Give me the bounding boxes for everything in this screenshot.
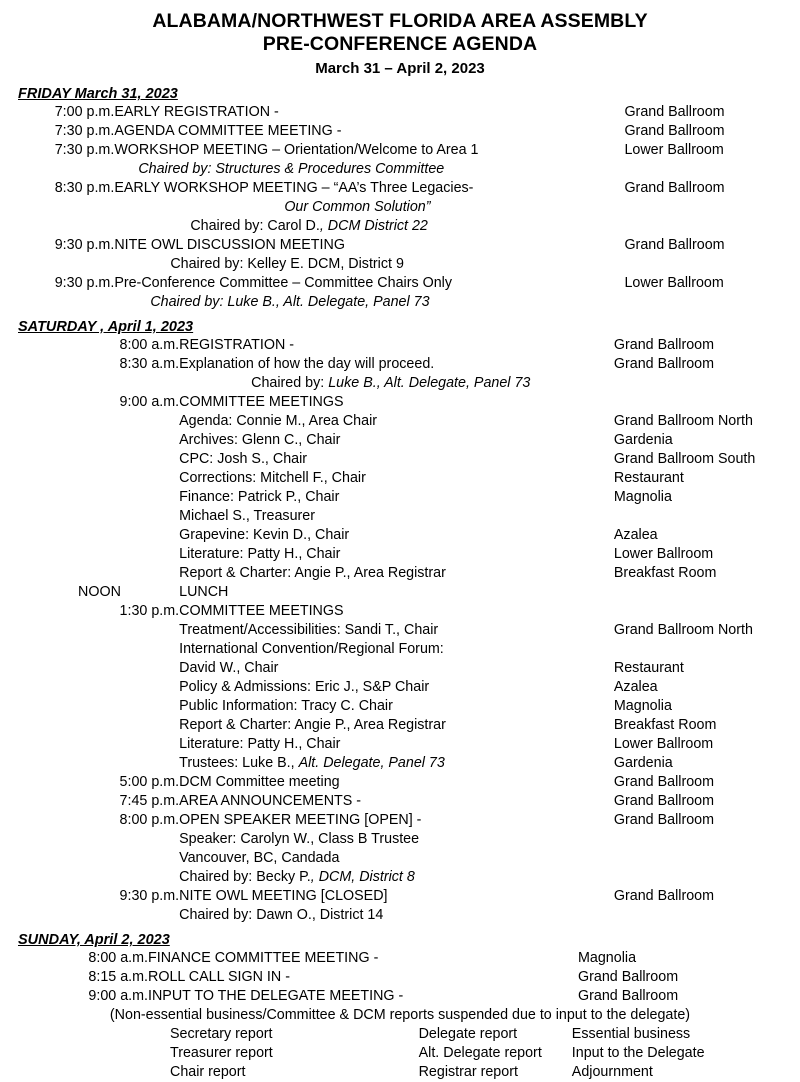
table-row — [0, 583, 800, 602]
document-title-line-1: ALABAMA/NORTHWEST FLORIDA AREA ASSEMBLY — [152, 10, 648, 32]
table-row — [0, 469, 800, 488]
row-location: Grand Ballroom — [613, 888, 715, 904]
row-location: Azalea — [613, 527, 658, 543]
row-description: COMMITTEE MEETINGS — [179, 394, 344, 410]
row-location: Magnolia — [578, 950, 637, 966]
row-time: 7:00 p.m. — [54, 104, 115, 120]
row-chaired-by: Chaired by: Luke B., Alt. Delegate, Panel 73 — [150, 294, 430, 310]
row-chaired-by: Chaired by: Structures & Procedures Committee — [138, 161, 445, 177]
table-row — [0, 431, 800, 450]
row-location — [614, 393, 800, 412]
row-time — [0, 198, 114, 217]
row-location: Grand Ballroom North — [613, 622, 753, 638]
row-description: Grapevine: Kevin D., Chair — [179, 527, 350, 543]
row-location: Grand Ballroom South — [613, 451, 756, 467]
row-description: Finance: Patrick P., Chair — [179, 489, 340, 505]
row-time — [0, 469, 179, 488]
table-row — [0, 987, 800, 1006]
row-location: Grand Ballroom — [578, 969, 679, 985]
row-description: Speaker: Carolyn W., Class B Trustee — [179, 831, 420, 847]
table-row — [0, 602, 800, 621]
table-row — [0, 179, 800, 198]
table-row — [0, 450, 800, 469]
row-chaired-by-name: Luke B., Alt. Delegate, Panel 73 — [328, 375, 531, 391]
row-description: AREA ANNOUNCEMENTS - — [179, 793, 362, 809]
row-time: 9:00 a.m. — [88, 988, 148, 1004]
table-row — [0, 678, 800, 697]
report-item: Essential business — [571, 1026, 691, 1042]
row-location — [614, 849, 800, 868]
row-location: Gardenia — [613, 432, 673, 448]
row-time — [0, 621, 179, 640]
table-row — [0, 1063, 800, 1082]
table-row — [0, 792, 800, 811]
row-time — [0, 906, 179, 925]
row-time — [0, 868, 179, 887]
table-row — [0, 236, 800, 255]
table-row — [0, 1025, 800, 1044]
report-item: Treasurer report — [170, 1045, 273, 1061]
row-location: Lower Ballroom — [624, 275, 724, 291]
table-row — [0, 659, 800, 678]
table-row — [0, 735, 800, 754]
table-row — [0, 507, 800, 526]
day-header-sunday: SUNDAY, April 2, 2023 — [18, 932, 170, 948]
row-location — [624, 255, 800, 274]
suspension-note: (Non-essential business/Committee & DCM reports suspended due to input to the delegate) — [109, 1007, 691, 1023]
row-location: Lower Ballroom — [624, 142, 724, 158]
row-location — [614, 374, 800, 393]
table-row — [0, 393, 800, 412]
row-time: 7:45 p.m. — [119, 793, 180, 809]
row-location — [614, 507, 800, 526]
row-location: Gardenia — [613, 755, 673, 771]
row-description: WORKSHOP MEETING – Orientation/Welcome to Area 1 — [114, 142, 479, 158]
row-time — [0, 716, 179, 735]
row-location: Magnolia — [613, 698, 672, 714]
table-row — [0, 355, 800, 374]
row-location: Breakfast Room — [613, 565, 717, 581]
row-description: Literature: Patty H., Chair — [179, 546, 341, 562]
row-location — [614, 906, 800, 925]
row-description: Policy & Admissions: Eric J., S&P Chair — [179, 679, 430, 695]
row-location — [614, 602, 800, 621]
row-description: FINANCE COMMITTEE MEETING - — [148, 950, 379, 966]
row-description: Corrections: Mitchell F., Chair — [179, 470, 366, 486]
schedule-table-saturday — [0, 336, 800, 925]
row-location: Lower Ballroom — [613, 546, 714, 562]
report-item: Input to the Delegate — [571, 1045, 705, 1061]
row-description: EARLY REGISTRATION - — [114, 104, 279, 120]
row-time — [0, 160, 114, 179]
row-time — [0, 431, 179, 450]
table-row — [0, 1006, 800, 1025]
row-time: 8:30 a.m. — [119, 356, 180, 372]
row-time — [0, 830, 179, 849]
row-location: Grand Ballroom — [624, 104, 725, 120]
table-row — [0, 217, 800, 236]
row-time — [0, 640, 179, 659]
table-row — [0, 906, 800, 925]
table-row — [0, 255, 800, 274]
row-chaired-by: Chaired by: Becky P., DCM, District 8 — [179, 869, 415, 885]
row-location: Grand Ballroom — [613, 812, 715, 828]
row-chaired-by: Chaired by: Kelley E. DCM, District 9 — [170, 256, 404, 272]
row-time — [0, 754, 179, 773]
row-time: 9:30 p.m. — [54, 275, 115, 291]
row-time: 8:15 a.m. — [88, 969, 148, 985]
row-description: INPUT TO THE DELEGATE MEETING - — [148, 988, 404, 1004]
row-location — [614, 830, 800, 849]
row-time — [0, 545, 179, 564]
table-row — [0, 293, 800, 312]
row-time: 7:30 p.m. — [54, 142, 115, 158]
row-description: NITE OWL MEETING [CLOSED] — [179, 888, 388, 904]
table-row — [0, 141, 800, 160]
row-time: 9:00 a.m. — [119, 394, 180, 410]
row-time — [0, 488, 179, 507]
row-time: 7:30 p.m. — [54, 123, 115, 139]
row-time — [0, 217, 114, 236]
row-location: Grand Ballroom — [624, 180, 725, 196]
row-chaired-by: Chaired by: Luke B., Alt. Delegate, Panel 73 — [251, 375, 531, 391]
table-row — [0, 103, 800, 122]
row-time: 9:30 p.m. — [54, 237, 115, 253]
row-description: Public Information: Tracy C. Chair — [179, 698, 393, 714]
row-description: David W., Chair — [179, 660, 279, 676]
row-time — [0, 735, 179, 754]
row-location — [614, 583, 800, 602]
table-row — [0, 754, 800, 773]
row-time: 8:30 p.m. — [54, 180, 115, 196]
row-description: NITE OWL DISCUSSION MEETING — [114, 237, 345, 253]
report-item: Chair report — [170, 1064, 246, 1080]
table-row — [0, 830, 800, 849]
row-time — [0, 412, 179, 431]
row-time — [0, 374, 179, 393]
row-time: 8:00 p.m. — [119, 812, 180, 828]
table-row — [0, 716, 800, 735]
report-item: Alt. Delegate report — [418, 1045, 542, 1061]
table-row — [0, 849, 800, 868]
row-time: 9:30 p.m. — [119, 888, 180, 904]
report-item: Registrar report — [418, 1064, 518, 1080]
report-item: Delegate report — [418, 1026, 518, 1042]
row-description: International Convention/Regional Forum: — [179, 641, 444, 657]
table-row — [0, 122, 800, 141]
row-chaired-by: Chaired by: Carol D., DCM District 22 — [190, 218, 428, 234]
reports-table — [0, 1025, 800, 1082]
table-row — [0, 1044, 800, 1063]
row-description: Explanation of how the day will proceed. — [179, 356, 435, 372]
row-time — [0, 564, 179, 583]
title-block — [0, 0, 800, 79]
row-description-role: Alt. Delegate, Panel 73 — [298, 755, 445, 771]
row-description: Michael S., Treasurer — [179, 508, 315, 524]
row-chaired-by: Chaired by: Dawn O., District 14 — [179, 907, 384, 923]
table-row — [0, 640, 800, 659]
table-row — [0, 412, 800, 431]
row-location: Grand Ballroom — [613, 793, 715, 809]
table-row — [0, 336, 800, 355]
row-location — [624, 198, 800, 217]
row-description: COMMITTEE MEETINGS — [179, 603, 344, 619]
table-row — [0, 526, 800, 545]
row-description: LUNCH — [179, 584, 229, 600]
row-location: Grand Ballroom — [624, 237, 725, 253]
table-row — [0, 697, 800, 716]
row-location: Grand Ballroom North — [613, 413, 753, 429]
row-location: Restaurant — [613, 470, 684, 486]
row-location: Grand Ballroom — [578, 988, 679, 1004]
schedule-table-friday — [0, 103, 800, 312]
row-description: AGENDA COMMITTEE MEETING - — [114, 123, 342, 139]
row-description: Literature: Patty H., Chair — [179, 736, 341, 752]
row-description: Vancouver, BC, Candada — [179, 850, 340, 866]
row-location: Magnolia — [613, 489, 672, 505]
row-location: Azalea — [613, 679, 658, 695]
table-row — [0, 868, 800, 887]
document-title-line-2: PRE-CONFERENCE AGENDA — [262, 33, 538, 55]
row-chaired-by-role: , DCM, District 8 — [310, 869, 415, 885]
row-time — [0, 697, 179, 716]
row-description: DCM Committee meeting — [179, 774, 340, 790]
table-row — [0, 374, 800, 393]
row-time — [0, 849, 179, 868]
row-time: 1:30 p.m. — [119, 603, 180, 619]
row-location: Grand Ballroom — [613, 356, 715, 372]
row-time — [0, 255, 114, 274]
row-description: Archives: Glenn C., Chair — [179, 432, 341, 448]
row-description: Report & Charter: Angie P., Area Registrar — [179, 565, 446, 581]
table-row — [0, 773, 800, 792]
row-chaired-by-role: , DCM District 22 — [319, 218, 428, 234]
row-location: Grand Ballroom — [624, 123, 725, 139]
day-header-friday: FRIDAY March 31, 2023 — [18, 86, 178, 102]
table-row — [0, 545, 800, 564]
schedule-table-sunday — [0, 949, 800, 1025]
row-time — [0, 659, 179, 678]
table-row — [0, 488, 800, 507]
row-location: Breakfast Room — [613, 717, 717, 733]
row-time: 8:00 a.m. — [119, 337, 180, 353]
row-time — [0, 507, 179, 526]
row-time: 5:00 p.m. — [119, 774, 180, 790]
row-description: Trustees: Luke B., Alt. Delegate, Panel 73 — [179, 755, 445, 771]
row-location — [614, 640, 800, 659]
row-time: NOON — [78, 584, 121, 600]
row-location: Restaurant — [613, 660, 684, 676]
report-item: Secretary report — [170, 1026, 273, 1042]
row-description: ROLL CALL SIGN IN - — [148, 969, 290, 985]
row-time — [0, 293, 114, 312]
row-description: Report & Charter: Angie P., Area Registrar — [179, 717, 446, 733]
table-row — [0, 160, 800, 179]
row-description: CPC: Josh S., Chair — [179, 451, 308, 467]
row-location: Grand Ballroom — [613, 337, 715, 353]
row-time: 8:00 a.m. — [88, 950, 148, 966]
row-location — [624, 217, 800, 236]
row-time — [0, 526, 179, 545]
row-location: Grand Ballroom — [613, 774, 715, 790]
table-row — [0, 949, 800, 968]
table-row — [0, 621, 800, 640]
table-row — [0, 198, 800, 217]
row-description — [114, 179, 624, 198]
day-header-saturday: SATURDAY , April 1, 2023 — [18, 319, 194, 335]
row-description: Treatment/Accessibilities: Sandi T., Chair — [179, 622, 439, 638]
row-description: Pre-Conference Committee – Committee Chairs Only — [114, 275, 452, 291]
row-quote-continuation: Our Common Solution” — [284, 199, 431, 215]
row-location — [614, 868, 800, 887]
row-description: REGISTRATION - — [179, 337, 295, 353]
row-time — [0, 678, 179, 697]
table-row — [0, 887, 800, 906]
row-description: OPEN SPEAKER MEETING [OPEN] - — [179, 812, 422, 828]
table-row — [0, 564, 800, 583]
row-description: Agenda: Connie M., Area Chair — [179, 413, 378, 429]
row-location: Lower Ballroom — [613, 736, 714, 752]
table-row — [0, 811, 800, 830]
row-time — [0, 450, 179, 469]
table-row — [0, 274, 800, 293]
table-row — [0, 968, 800, 987]
document-date-range: March 31 – April 2, 2023 — [315, 60, 485, 77]
report-item: Adjournment — [571, 1064, 653, 1080]
row-description-text: EARLY WORKSHOP MEETING – “AA’s Three Legacies- — [114, 180, 474, 196]
